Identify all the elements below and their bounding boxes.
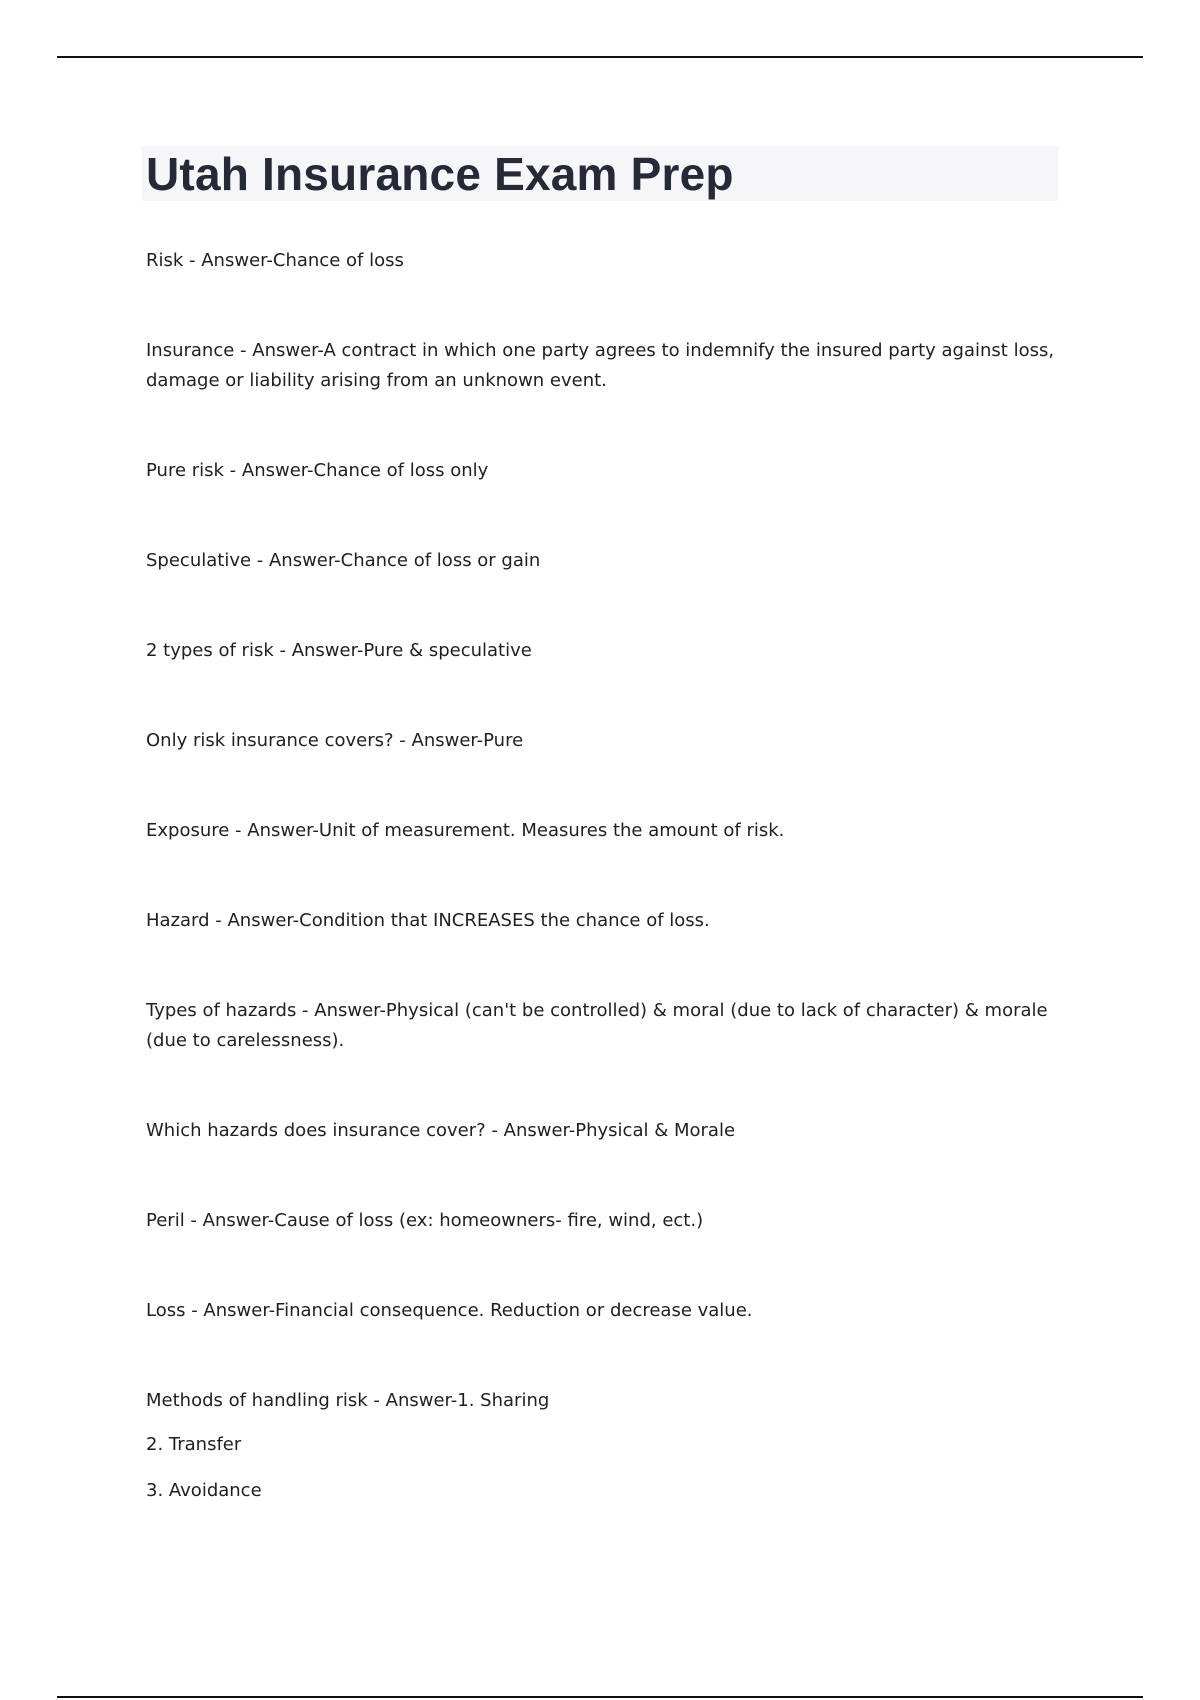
qa-entry: Insurance - Answer-A contract in which one party agrees to indemnify the insured party against loss, damage or liability arising from an unknown event. [146, 340, 1055, 391]
qa-entry: Methods of handling risk - Answer-1. Sharing [146, 1390, 550, 1411]
qa-entry: Speculative - Answer-Chance of loss or gain [146, 550, 541, 571]
qa-entry: Loss - Answer-Financial consequence. Reduction or decrease value. [146, 1300, 753, 1321]
qa-entry: Pure risk - Answer-Chance of loss only [146, 460, 489, 481]
qa-entry: Exposure - Answer-Unit of measurement. Measures the amount of risk. [146, 820, 785, 841]
qa-entry: Peril - Answer-Cause of loss (ex: homeowners- fire, wind, ect.) [146, 1210, 704, 1231]
qa-entry: Hazard - Answer-Condition that INCREASES the chance of loss. [146, 910, 710, 931]
top-rule [57, 56, 1143, 58]
document-body [146, 246, 1066, 1522]
qa-entry: Types of hazards - Answer-Physical (can't be controlled) & moral (due to lack of character) & morale (due to carelessness). [146, 1000, 1048, 1051]
list-item: 2. Transfer [146, 1434, 242, 1455]
qa-entry: Which hazards does insurance cover? - Answer-Physical & Morale [146, 1120, 736, 1141]
bottom-rule [57, 1696, 1143, 1698]
list-item: 3. Avoidance [146, 1480, 262, 1501]
qa-entry: Risk - Answer-Chance of loss [146, 250, 404, 271]
qa-entry: 2 types of risk - Answer-Pure & speculative [146, 640, 532, 661]
page-title: Utah Insurance Exam Prep [146, 148, 734, 200]
qa-entry: Only risk insurance covers? - Answer-Pure [146, 730, 524, 751]
